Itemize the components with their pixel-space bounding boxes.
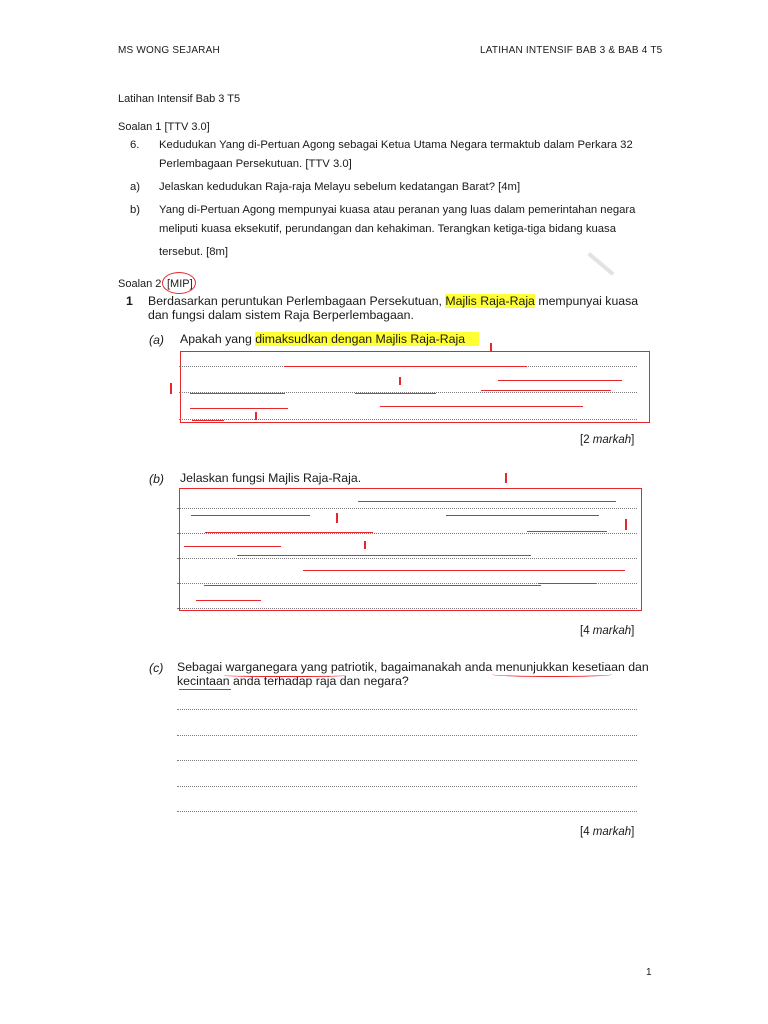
red-line bbox=[237, 555, 531, 556]
red-line bbox=[184, 546, 281, 547]
marks-number: [4 bbox=[580, 826, 593, 838]
soalan2-number: 1 bbox=[126, 294, 133, 308]
answer-line bbox=[179, 418, 637, 420]
answer-line bbox=[177, 708, 637, 710]
soalan1-b-line3: tersebut. [8m] bbox=[159, 246, 229, 258]
answer-box-a-annotation bbox=[180, 351, 650, 423]
soalan1-number: 6. bbox=[130, 139, 140, 151]
marks-number: [2 bbox=[580, 434, 593, 446]
marks-end: ] bbox=[631, 434, 635, 446]
watermark-stroke bbox=[587, 252, 614, 276]
part-b-label: (b) bbox=[149, 472, 165, 486]
soalan1-a-label: a) bbox=[130, 181, 141, 193]
soalan2-tag: [MIP] bbox=[167, 278, 193, 290]
part-b-marks bbox=[580, 625, 634, 637]
answer-line bbox=[177, 785, 637, 787]
soalan2-intro-line1 bbox=[148, 294, 638, 309]
red-line bbox=[204, 585, 541, 586]
red-underline bbox=[179, 687, 231, 690]
red-line bbox=[446, 515, 599, 516]
part-a-label: (a) bbox=[149, 333, 165, 347]
marks-end: ] bbox=[631, 826, 635, 838]
red-tick bbox=[255, 412, 257, 420]
soalan1-b-line2: meliputi kuasa eksekutif, perundangan dan kehakiman. Terangkan ketiga-tiga bidang kuasa bbox=[159, 223, 616, 235]
answer-line bbox=[177, 557, 637, 559]
soalan1-label: Soalan 1 [TTV 3.0] bbox=[118, 121, 210, 133]
soalan1-b-line1: Yang di-Pertuan Agong mempunyai kuasa atau peranan yang luas dalam pemerintahan negara bbox=[159, 204, 636, 216]
soalan1-intro-line2: Perlembagaan Persekutuan. [TTV 3.0] bbox=[159, 158, 352, 170]
marks-word: markah bbox=[592, 826, 632, 838]
marks-end: ] bbox=[631, 625, 635, 637]
red-line bbox=[481, 390, 611, 391]
red-line bbox=[284, 366, 527, 367]
soalan1-b-label: b) bbox=[130, 204, 141, 216]
red-line bbox=[303, 570, 625, 571]
red-tick bbox=[399, 377, 401, 385]
soalan2-intro-post: mempunyai kuasa bbox=[534, 294, 639, 308]
part-c-marks bbox=[580, 826, 634, 838]
red-line bbox=[380, 406, 583, 407]
soalan2-intro-highlight: Majlis Raja-Raja bbox=[445, 294, 535, 308]
red-tick bbox=[336, 513, 338, 523]
part-c-label: (c) bbox=[149, 661, 164, 675]
red-line bbox=[205, 532, 373, 533]
part-a-question bbox=[180, 332, 479, 347]
marks-number: [4 bbox=[580, 625, 593, 637]
red-line bbox=[191, 515, 310, 516]
red-line bbox=[498, 380, 622, 381]
answer-line bbox=[177, 734, 637, 736]
part-a-marks bbox=[580, 434, 634, 446]
answer-line bbox=[177, 507, 637, 509]
red-tick bbox=[364, 541, 366, 549]
red-underline bbox=[223, 673, 347, 677]
part-b-question: Jelaskan fungsi Majlis Raja-Raja. bbox=[180, 471, 362, 485]
header-right: LATIHAN INTENSIF BAB 3 & BAB 4 T5 bbox=[480, 45, 663, 56]
red-line bbox=[190, 393, 285, 394]
red-line bbox=[527, 531, 607, 532]
red-line bbox=[196, 600, 261, 601]
answer-line bbox=[177, 607, 637, 609]
tag-circle-annotation bbox=[162, 272, 196, 294]
red-line bbox=[190, 408, 288, 409]
marks-word: markah bbox=[592, 434, 632, 446]
red-tick bbox=[505, 473, 507, 483]
part-a-highlight: dimaksudkan dengan Majlis Raja-Raja bbox=[255, 332, 479, 346]
red-line bbox=[538, 583, 596, 584]
red-tick bbox=[170, 383, 172, 394]
soalan2-intro-pre: Berdasarkan peruntukan Perlembagaan Persekutuan, bbox=[148, 294, 446, 308]
part-c-question-line1: Sebagai warganegara yang patriotik, bagaimanakah anda menunjukkan kesetiaan dan bbox=[177, 660, 649, 674]
part-a-pre: Apakah yang bbox=[180, 332, 256, 346]
soalan1-intro-line1: Kedudukan Yang di-Pertuan Agong sebagai Ketua Utama Negara termaktub dalam Perkara 32 bbox=[159, 139, 633, 151]
soalan1-a-text: Jelaskan kedudukan Raja-raja Melayu sebelum kedatangan Barat? [4m] bbox=[159, 181, 521, 193]
red-tick bbox=[490, 343, 492, 351]
red-line bbox=[355, 393, 436, 394]
answer-line bbox=[177, 810, 637, 812]
soalan2-intro-line2: dan fungsi dalam sistem Raja Berperlembagaan. bbox=[148, 308, 414, 322]
red-underline bbox=[492, 672, 612, 677]
red-tick bbox=[625, 519, 627, 530]
part-c-question-line2: kecintaan anda terhadap raja dan negara? bbox=[177, 674, 409, 688]
marks-word: markah bbox=[592, 625, 632, 637]
answer-line bbox=[177, 759, 637, 761]
page-number: 1 bbox=[646, 967, 652, 978]
red-line bbox=[192, 420, 224, 421]
soalan2-label: Soalan 2 bbox=[118, 278, 162, 290]
red-line bbox=[358, 501, 616, 502]
header-left: MS WONG SEJARAH bbox=[118, 45, 220, 56]
doc-title: Latihan Intensif Bab 3 T5 bbox=[118, 93, 241, 105]
